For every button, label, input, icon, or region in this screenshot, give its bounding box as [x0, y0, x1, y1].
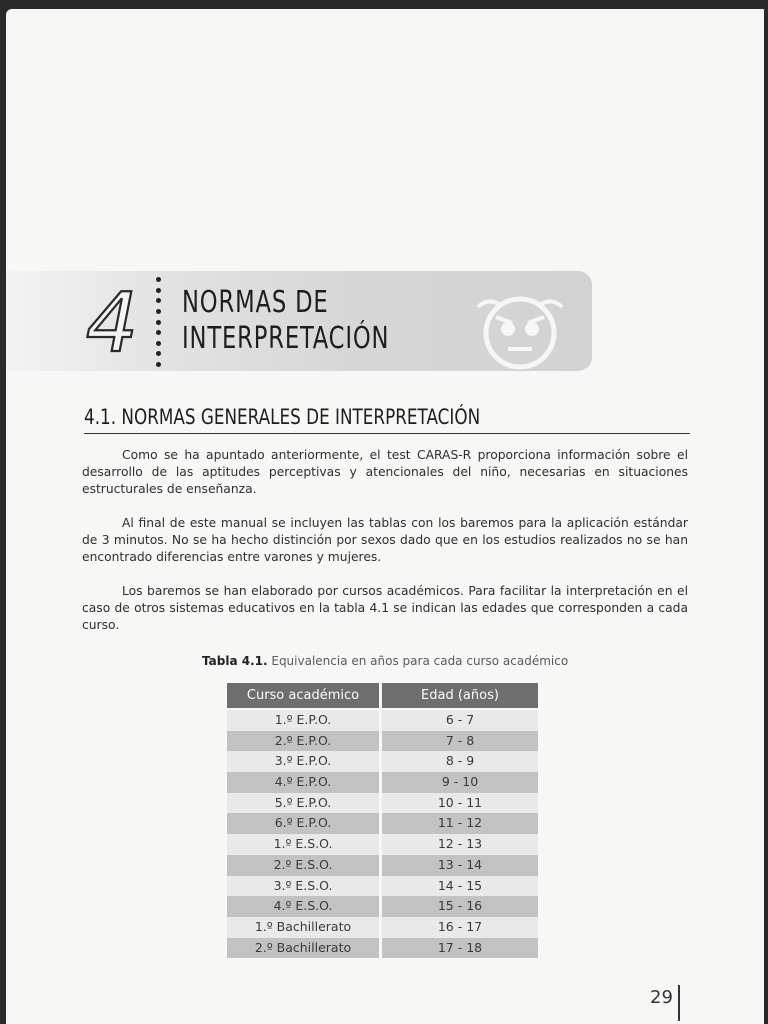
- page-number-rule: [678, 985, 680, 1021]
- header-curso: Curso académico: [227, 683, 379, 708]
- cell-edad: 12 - 13: [382, 834, 538, 855]
- chapter-number: [82, 281, 142, 361]
- cell-edad: 13 - 14: [382, 855, 538, 876]
- cell-curso: 2.º E.S.O.: [227, 855, 379, 876]
- cell-edad: 16 - 17: [382, 917, 538, 938]
- table-row: [227, 834, 541, 855]
- table-header-row: [227, 683, 541, 708]
- svg-text:4: 4: [85, 281, 139, 361]
- paragraph-1: Como se ha apuntado anteriormente, el test CARAS-R proporciona información sobre el desarrollo de las aptitudes perceptivas y atencionales del niño, necesarias en situaciones estructurales de enseñanza.: [82, 448, 688, 496]
- cell-curso: 1.º E.P.O.: [227, 710, 379, 731]
- table-row: [227, 896, 541, 917]
- cell-curso: 3.º E.S.O.: [227, 876, 379, 897]
- table-row: [227, 876, 541, 897]
- chapter-dots: [154, 277, 162, 367]
- chapter-title-line1: NORMAS DE: [182, 285, 329, 320]
- cell-edad: 14 - 15: [382, 876, 538, 897]
- table-caption: [202, 654, 568, 668]
- cell-curso: 1.º E.S.O.: [227, 834, 379, 855]
- table-row: [227, 917, 541, 938]
- cell-curso: 2.º Bachillerato: [227, 938, 379, 959]
- page-number: 29: [650, 987, 673, 1008]
- table-row: [227, 938, 541, 959]
- cell-edad: 8 - 9: [382, 751, 538, 772]
- document-page: [6, 9, 764, 1024]
- paragraph-2: Al final de este manual se incluyen las tablas con los baremos para la aplicación estándar de 3 minutos. No se ha hecho distinción por sexos dado que en los estudios realizados no se han encontrado diferencias entre varones y mujeres.: [82, 516, 688, 564]
- cell-curso: 1.º Bachillerato: [227, 917, 379, 938]
- cell-edad: 7 - 8: [382, 731, 538, 752]
- cell-edad: 9 - 10: [382, 772, 538, 793]
- cell-curso: 3.º E.P.O.: [227, 751, 379, 772]
- cell-edad: 11 - 12: [382, 813, 538, 834]
- cell-curso: 4.º E.S.O.: [227, 896, 379, 917]
- table-row: [227, 813, 541, 834]
- cell-curso: 5.º E.P.O.: [227, 793, 379, 814]
- cell-edad: 10 - 11: [382, 793, 538, 814]
- chapter-title: [182, 285, 389, 357]
- table-row: [227, 855, 541, 876]
- table-row: [227, 751, 541, 772]
- equivalence-table: [227, 683, 541, 958]
- cell-curso: 6.º E.P.O.: [227, 813, 379, 834]
- cell-curso: 4.º E.P.O.: [227, 772, 379, 793]
- cell-curso: 2.º E.P.O.: [227, 731, 379, 752]
- cell-edad: 15 - 16: [382, 896, 538, 917]
- table-row: [227, 793, 541, 814]
- header-edad: Edad (años): [382, 683, 538, 708]
- table-row: [227, 772, 541, 793]
- table-caption-text: Equivalencia en años para cada curso académico: [271, 654, 569, 668]
- table-caption-label: Tabla 4.1.: [202, 654, 268, 668]
- face-icon: [466, 283, 570, 373]
- cell-edad: 17 - 18: [382, 938, 538, 959]
- table-body: [227, 710, 541, 958]
- chapter-title-line2: INTERPRETACIÓN: [182, 321, 390, 356]
- table-row: [227, 731, 541, 752]
- paragraph-3: Los baremos se han elaborado por cursos académicos. Para facilitar la interpretación en el caso de otros sistemas educativos en la tabla 4.1 se indican las edades que corresponden a cada curso.: [82, 584, 688, 632]
- section-heading: 4.1. NORMAS GENERALES DE INTERPRETACIÓN: [84, 405, 690, 434]
- cell-edad: 6 - 7: [382, 710, 538, 731]
- table-row: [227, 710, 541, 731]
